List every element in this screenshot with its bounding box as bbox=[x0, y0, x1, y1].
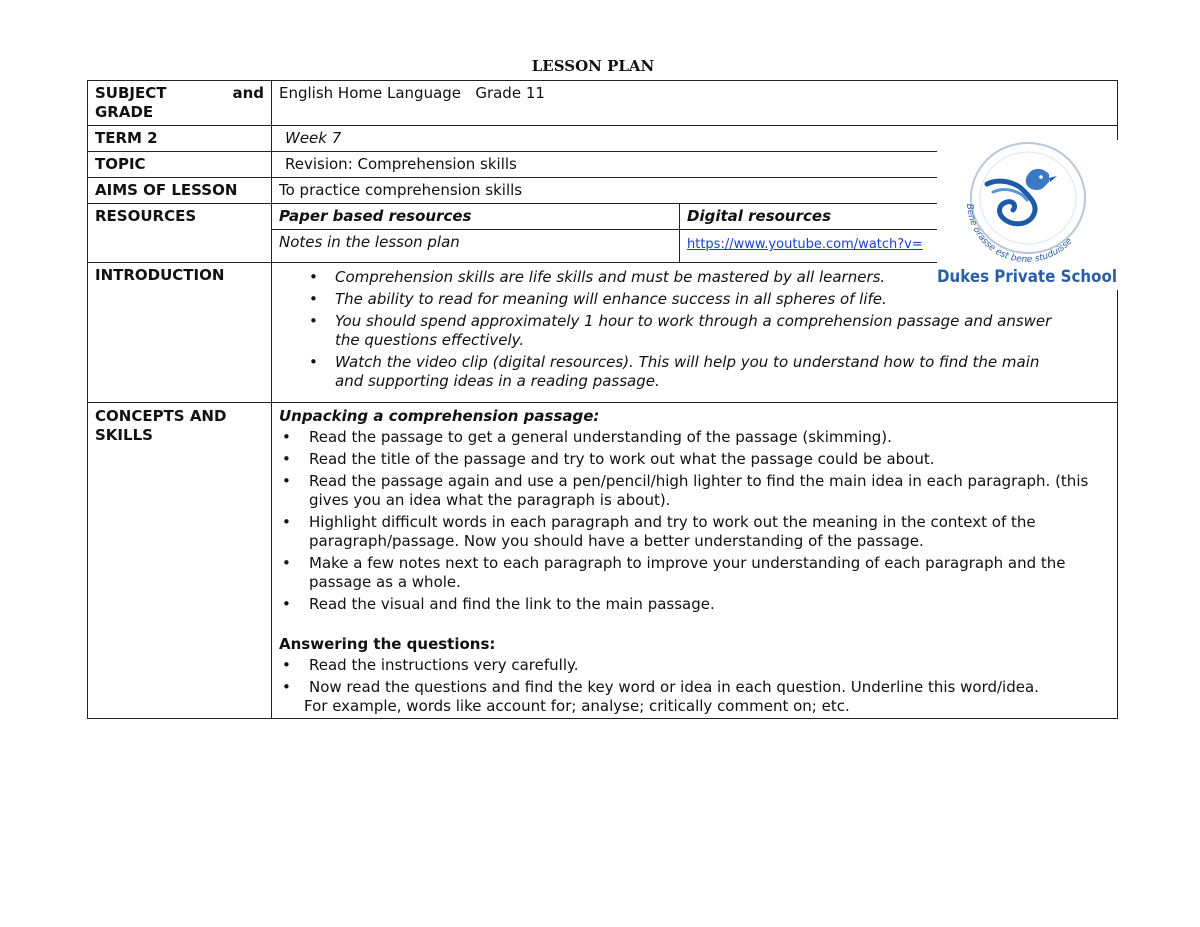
list-item: • Read the passage to get a general understanding of the passage (skimming). bbox=[309, 428, 1110, 447]
label-grade: GRADE bbox=[95, 103, 154, 121]
youtube-link[interactable]: https://www.youtube.com/watch?v= bbox=[687, 237, 923, 252]
answering-heading: Answering the questions: bbox=[279, 635, 496, 653]
digital-resources-heading: Digital resources bbox=[680, 204, 1118, 230]
list-item: • Comprehension skills are life skills and must be mastered by all learners. bbox=[335, 268, 1110, 287]
label-concepts: CONCEPTS AND SKILLS bbox=[88, 403, 272, 719]
logo-school-name: Dukes Private School bbox=[937, 267, 1117, 287]
list-item: • Now read the questions and find the key word or idea in each question. Underline this word/idea. bbox=[309, 678, 1110, 697]
value-topic: Revision: Comprehension skills bbox=[272, 152, 1118, 178]
row-concepts bbox=[88, 403, 1118, 719]
label-aims: AIMS OF LESSON bbox=[88, 178, 272, 204]
school-logo bbox=[937, 140, 1120, 290]
answering-list bbox=[279, 656, 1110, 697]
label-topic: TOPIC bbox=[88, 152, 272, 178]
example-text: For example, words like account for; analyse; critically comment on; etc. bbox=[304, 697, 850, 715]
list-item: • Watch the video clip (digital resources). This will help you to understand how to find the main and supporting ideas in a reading passage. bbox=[335, 353, 1110, 391]
list-item: • The ability to read for meaning will enhance success in all spheres of life. bbox=[335, 290, 1110, 309]
value-subject-grade: English Home Language Grade 11 bbox=[272, 81, 1118, 126]
paper-resources-value: Notes in the lesson plan bbox=[272, 230, 680, 263]
page-title: LESSON PLAN bbox=[531, 57, 655, 75]
value-aims: To practice comprehension skills bbox=[272, 178, 1118, 204]
label-introduction: INTRODUCTION bbox=[88, 263, 272, 403]
dove-emblem-icon bbox=[937, 140, 1120, 290]
logo-motto: Bene orasse est bene studuisse bbox=[963, 203, 1075, 266]
label-resources: RESOURCES bbox=[88, 204, 272, 263]
unpacking-heading: Unpacking a comprehension passage: bbox=[279, 407, 600, 425]
list-item: • Read the instructions very carefully. bbox=[309, 656, 1110, 675]
list-item: • Read the passage again and use a pen/pencil/high lighter to find the main idea in each paragraph. (this gives you an idea what the paragraph is about). bbox=[309, 472, 1110, 510]
paper-resources-heading: Paper based resources bbox=[272, 204, 680, 230]
list-item: • Make a few notes next to each paragraph to improve your understanding of each paragraph and the passage as a whole. bbox=[309, 554, 1110, 592]
list-item: • Read the title of the passage and try to work out what the passage could be about. bbox=[309, 450, 1110, 469]
concepts-content bbox=[272, 403, 1118, 719]
value-week: Week 7 bbox=[272, 126, 1118, 152]
list-item: • You should spend approximately 1 hour to work through a comprehension passage and answer the questions effectively. bbox=[335, 312, 1110, 350]
label-term: TERM 2 bbox=[88, 126, 272, 152]
label-and: and bbox=[232, 84, 264, 102]
row-subject-grade bbox=[88, 81, 1118, 126]
list-item: • Read the visual and find the link to the main passage. bbox=[309, 595, 1110, 614]
list-item: • Highlight difficult words in each paragraph and try to work out the meaning in the context of the paragraph/passage. Now you should have a better understanding of the passage. bbox=[309, 513, 1110, 551]
unpacking-list bbox=[279, 428, 1110, 614]
label-subject-grade bbox=[88, 81, 272, 126]
label-subject: SUBJECT bbox=[95, 84, 167, 102]
